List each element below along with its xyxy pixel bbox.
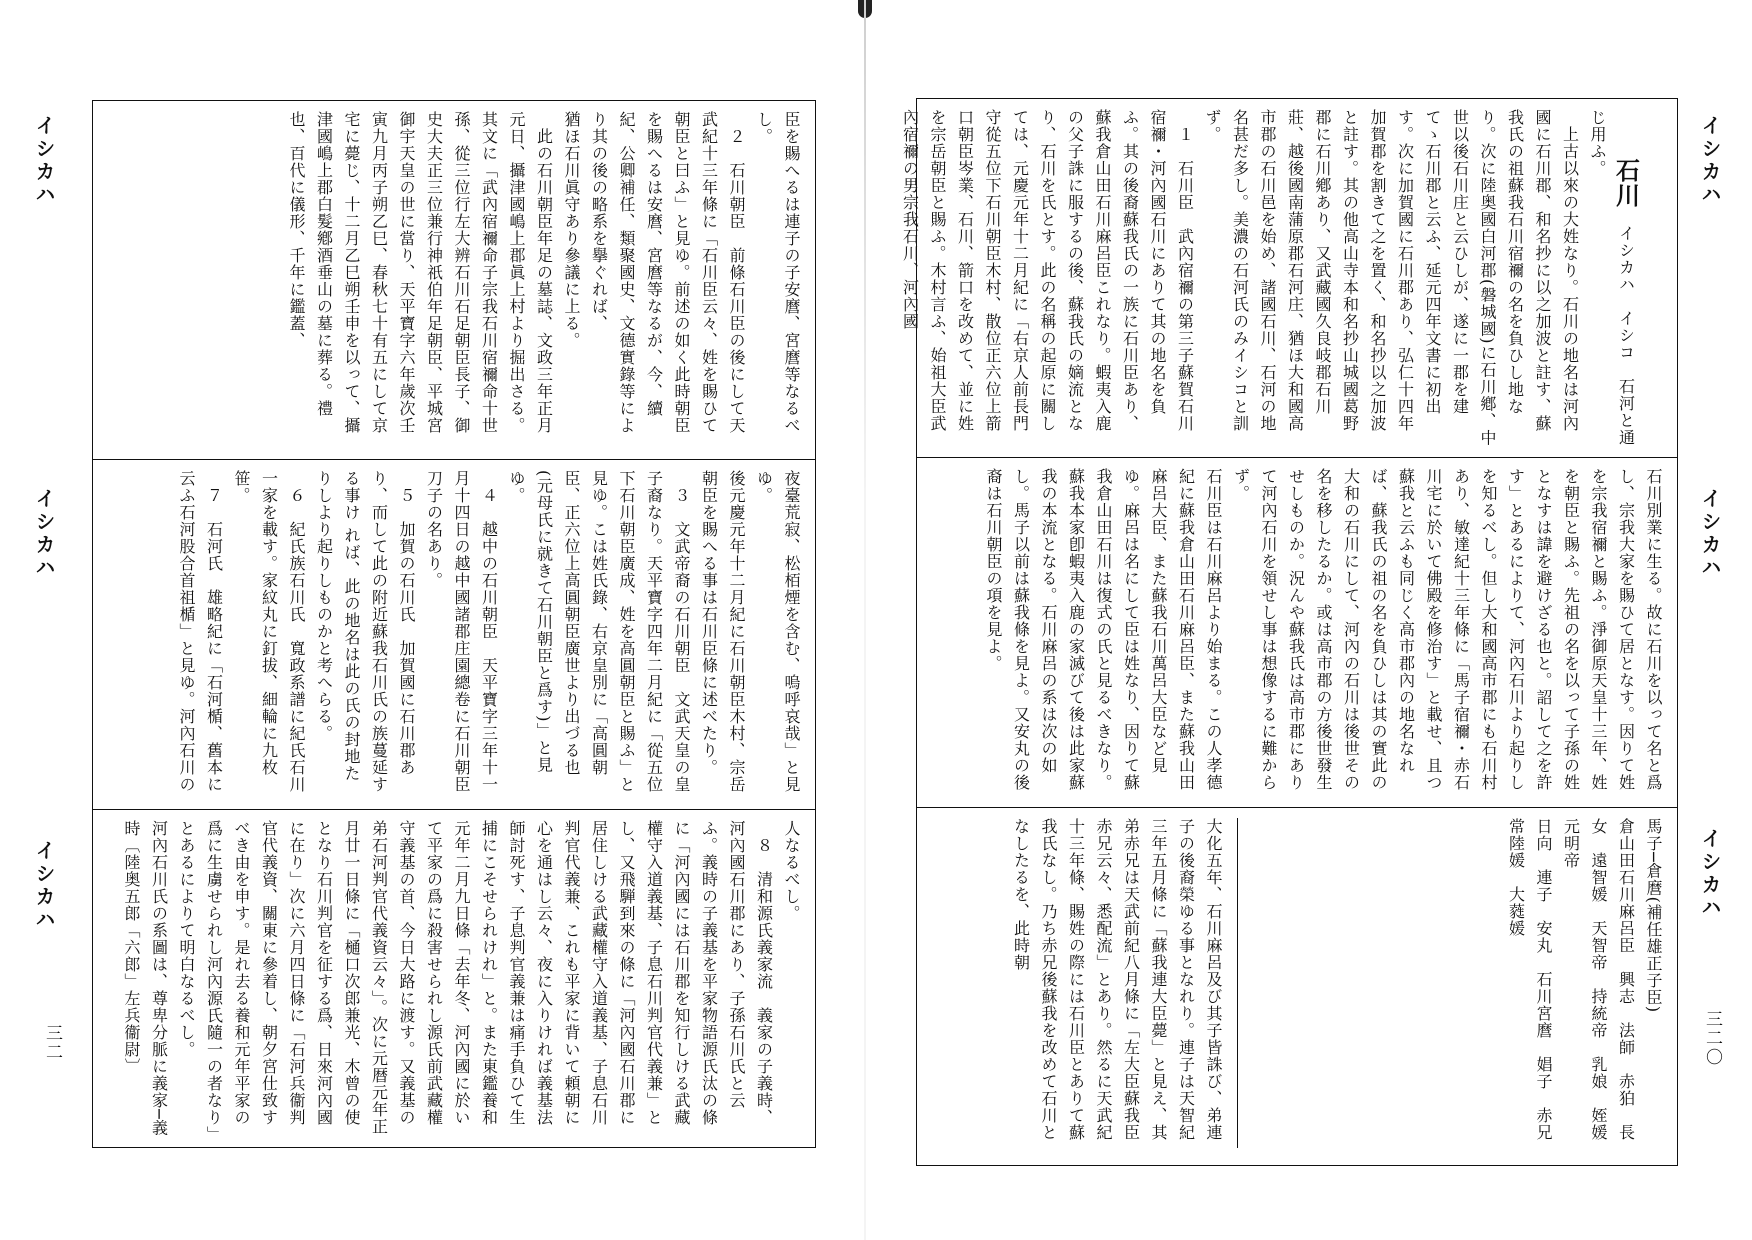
running-head-top: イシカハ [1698,115,1722,207]
text-frame [900,98,1678,1166]
section-text-top: イシカハ イシコ 石河と通じ用ふ。 上古以來の大姓なり。石川の地名は河內國に石川郡、和名抄に以之加波と註す、蘇我氏の祖蘇我石川宿禰の名を負ひし地なり。次に陸奥國白河郡(磐城國)に石川鄕、中世以後石川庄と云ひしが、遂に一郡を建てゝ石川郡と云ふ、延元四年文書に初出す。次に加賀國に石川郡あり、弘仁十四年加賀郡を割きて之を置く、和名抄以之加波と註す。其の他高山寺本和名抄山城國葛野郡に石川鄕あり、又武藏國久良岐郡石川莊、越後國南蒲原郡石河庄、猶ほ大和國高市郡の石川邑を始め、諸國石川、石河の地名甚だ多し。美濃の石河氏のみイシコと訓ず。 １ 石川臣 武內宿禰の第三子蘇賀石川宿禰・河內國石川にありて其の地名を負ふ。其の後裔蘇我氏の一族に石川臣あり、蘇我倉山田石川麻呂臣これなり。蝦夷入鹿の父子誅に服するの後、蘇我氏の嫡流となり、石川を氏とす。此の名稱の起原に關しては、元慶元年十二月紀に「右京人前長門守從五位下石川朝臣木村、散位正六位上箭口朝臣岑業、石川、箭口を改めて、並に姓を宗岳朝臣と賜ふ。木村言ふ、始祖大臣武內宿禰の男宗我石川、河內國 [900,109,1636,447]
page-number: 三二〇 [1702,1010,1722,1067]
page-number: 三二 [42,1024,62,1062]
middle-section [917,457,1677,807]
section-text-middle: 夜臺荒寂、松栢煙を含む、嗚呼哀哉」と見ゆ。 後元慶元年十二月紀に石川朝臣木村、宗岳朝臣を賜へる事は石川臣條に述べたり。 ３ 文武帝裔の石川朝臣 文武天皇の皇子裔なり。天平寶字四年二月紀に「從五位下石川朝臣廣成、姓を高圓朝臣と賜ふ」と見ゆ。こは姓氏錄、右京皇別に「高圓朝臣、正六位上高圓朝臣廣世より出づる也(元母氏に就きて石川朝臣と爲す)」と見ゆ。 ４ 越中の石川朝臣 天平寶字三年十一月十四日の越中國諸郡庄園總卷に石川朝臣刀子の名あり。 ５ 加賀の石川氏 加賀國に石川郡あり、而して此の附近蘇我石川氏の族蔓延する事け れば、此の地名は此の氏の封地たりしより起りしものかと考へらる。 ６ 紀氏族石川氏 寬政系譜に紀氏石川一家を載す。家紋丸に釘拔、細輪に九枚笹。 ７ 石河氏 雄略紀に「石河楯、舊本に云ふ石河股合首祖楯」と見ゆ。河內石川の [177,470,801,793]
running-head-middle: イシカハ [1698,488,1722,580]
genealogy-divider [1237,818,1238,1148]
section-text-bottom: 人なるべし。 ８ 清和源氏義家流 義家の子義時、河內國石川郡にあり、子孫石川氏と云ふ。義時の子義基を平家物語源氏汰の條に「河內國には石川郡を知行しける武藏權守入道義基、子息石川判官代義兼」とし、又飛騨到來の條に「河內國石川郡に居住しける武藏權守入道義基、子息石川判官代義兼、これも平家に背いて頼朝に心を通はし云々、夜に入りければ義基法師討死す、子息判官義兼は痛手負ひて生捕にこそせられけれ」と。また東鑑養和元年二月九日條「去年冬、河內國に於いて平家の爲に殺害せられし源氏前武藏權守義基の首、今日大路に渡す。又義基の弟石河判官代義資云々」。次に元暦元年正月廿一日條に「樋口次郎兼光、木曾の使となり石川判官を征する爲、日來河內國に在り」次に六月四日條に「石河兵衞判官代義資、關東に參着し、朝夕宮仕致すべき由を申す。是れ去る養和元年平家の爲に生虜せられし河內源氏隨一の者なり」とあるによりて明白なるべし。 河內石川氏の系圖は、尊卑分脈に義家─義時〔陸奥五郎「六郎」左兵衞尉〕 [122,820,801,1137]
section-text-top: 臣を賜へるは連子の子安麿、宮麿等なるべし。 ２ 石川朝臣 前條石川臣の後にして天武紀十三年條に「石川臣云々、姓を賜ひて朝臣と曰ふ」と見ゆ。前述の如く此時朝臣を賜へるは安麿、宮麿等なるが、今、續紀、公卿補任、類聚國史、文德實錄等により其の後の略系を擧ぐれば、 猶ほ石川眞守あり參議に上る。 此の石川朝臣年足の墓誌、文政三年正月元日、攝津國嶋上郡眞上村より掘出さる。其文に「武內宿禰命子宗我石川宿禰命十世孫、從三位行左大辨石川石足朝臣長子、御史大夫正三位兼行神祇伯年足朝臣、平城宮御宇天皇の世に當り、天平寶字六年歲次壬寅九月丙子朔乙巳、春秋七十有五にして京宅に薨じ、十二月乙巳朔壬申を以って、攝津國嶋上郡白髮鄕酒垂山の墓に葬る。禮也、百代に儀形、千年に鑑蓋、 [287,111,801,434]
entry-column [900,109,1667,447]
text-frame [92,100,816,1148]
middle-section [93,459,815,809]
running-head-bottom: イシカハ [32,840,56,932]
top-section [900,99,1677,457]
top-section [93,101,815,459]
section-text-bottom: 大化五年、石川麻呂及び其子皆誅び、弟連子の後裔榮ゆる事となれり。連子は天智紀三年五月條に「蘇我連大臣薨」と見え、其弟赤兄は天武前紀八月條に「左大臣蘇我臣赤兄云々、悉配流」とあり。然るに天武紀十三年條、賜姓の際には石川臣とありて蘇我氏なし。乃ち赤兄後蘇我を改めて石川となしたるを、此時朝 [1011,818,1223,1141]
genealogy-chart: 馬子─倉麿(補任雄正子臣) 倉山田石川麻呂臣 興志 法師 赤狛 長女 遠智媛 天智帝 持統帝 乳娘 姪媛 元明帝 日向 連子 安丸 石川宮麿 娼子 赤兄 常陸媛 大蕤媛 [1506,818,1663,1141]
running-head-top: イシカハ [32,115,56,207]
bottom-section [93,809,815,1147]
bottom-section [917,807,1677,1165]
running-head-bottom: イシカハ [1698,828,1722,920]
entry-heading: 石川 [1611,157,1640,208]
running-head-middle: イシカハ [32,488,56,580]
section-text-middle: 石川別業に生る。故に石川を以って名と爲し、宗我大家を賜ひて居となす。因りて姓を宗我宿禰と賜ふ。淨御原天皇十三年、姓を朝臣と賜ふ。先祖の名を以って子孫の姓となすは諱を避けざる也と。詔して之を許す」とあるによりて、河內石川より起りしを知るべし。但し大和國高市郡にも石川村あり、敏達紀十三年條に「馬子宿禰・赤石川宅に於いて佛殿を修治す」と載せ、且つ蘇我と云ふも同じく高市郡內の地名なれば、蘇我氏の祖の名を負ひしは其の實此の大和の石川にして、河內の石川は後世その名を移したるか。或は高市郡の方後世發生せしものか。況んや蘇我氏は高市郡にありて河內石川を領せし事は想像するに難からず。 石川臣は石川麻呂より始まる。この人孝德紀に蘇我倉山田石川麻呂臣、また蘇我山田麻呂大臣、また蘇我石川萬呂大臣など見ゆ。麻呂は名にして臣は姓なり、因りて蘇我倉山田石川は復式の氏と見るべきなり。蘇我本家卽蝦夷入鹿の家滅びて後は此家蘇我の本流となる。石川麻呂の系は次の如し。馬子以前は蘇我條を見よ。又安丸の後裔は石川朝臣の項を見よ。 [984,468,1663,791]
right-page [876,0,1752,1240]
